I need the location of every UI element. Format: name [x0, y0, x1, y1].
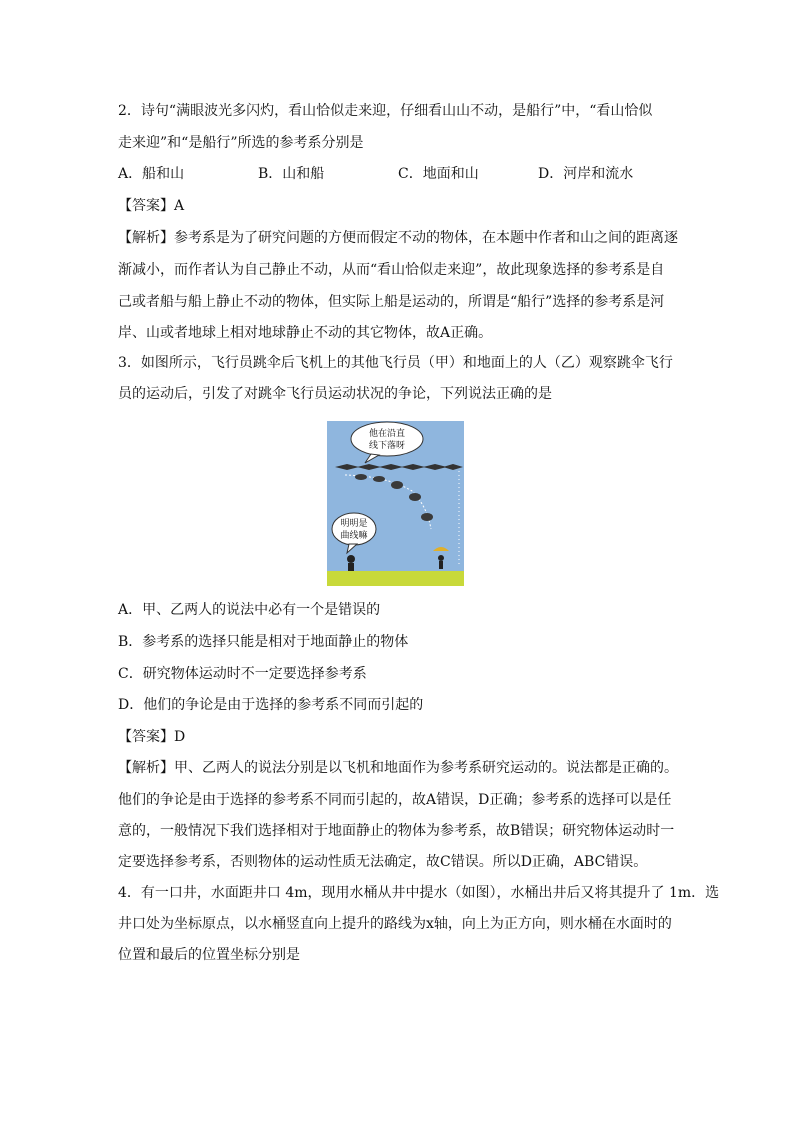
q3-option-c: C．研究物体运动时不一定要选择参考系: [118, 666, 367, 682]
q3-stem-line-1: 3．如图所示，飞行员跳伞后飞机上的其他飞行员（甲）和地面上的人（乙）观察跳伞飞行: [118, 355, 673, 371]
q3-answer: 【答案】D: [118, 729, 186, 745]
q3-figure-parachute: [327, 421, 464, 586]
bubble-bottom-line-2: 曲线嘛: [340, 531, 368, 541]
q2-analysis-line-3: 己或者船与船上静止不动的物体，但实际上船是运动的，所谓是“船行”选择的参考系是河: [118, 294, 665, 310]
q3-analysis-line-2: 他们的争论是由于选择的参考系不同而引起的，故A错误，D正确；参考系的选择可以是任: [118, 792, 672, 808]
q2-option-d: D．河岸和流水: [538, 166, 634, 182]
q3-analysis-line-3: 意的，一般情况下我们选择相对于地面静止的物体为参考系，故B错误；研究物体运动时一: [118, 823, 675, 839]
q3-option-b: B．参考系的选择只能是相对于地面静止的物体: [118, 634, 409, 650]
q3-option-a: A．甲、乙两人的说法中必有一个是错误的: [118, 602, 381, 618]
q4-stem-line-2: 井口处为坐标原点，以水桶竖直向上提升的路线为x轴，向上为正方向，则水桶在水面时的: [118, 916, 672, 932]
q2-analysis-line-2: 渐减小，而作者认为自己静止不动，从而“看山恰似走来迎”，故此现象选择的参考系是自: [118, 262, 665, 278]
q3-analysis-line-4: 定要选择参考系，否则物体的运动性质无法确定，故C错误。所以D正确，ABC错误。: [118, 854, 648, 870]
q2-analysis-line-4: 岸、山或者地球上相对地球静止不动的其它物体，故A正确。: [118, 325, 493, 341]
observer-icon: [347, 555, 355, 571]
bubble-bottom-line-1: 明明是: [340, 519, 368, 529]
q2-option-a: A．船和山: [118, 166, 185, 182]
q2-stem-line-1: 2．诗句“满眼波光多闪灼，看山恰似走来迎，仔细看山山不动，是船行”中，“看山恰似: [118, 103, 653, 119]
q2-option-b: B．山和船: [258, 166, 325, 182]
q3-stem-line-2: 员的运动后，引发了对跳伞飞行员运动状况的争论，下列说法正确的是: [118, 386, 552, 402]
bubble-top-line-2: 线下落呀: [368, 441, 406, 451]
q2-answer: 【答案】A: [118, 198, 185, 214]
bubble-top-line-1: 他在沿直: [368, 429, 406, 439]
q2-stem-line-2: 走来迎”和“是船行”所选的参考系分别是: [118, 135, 364, 151]
ground-strip: [327, 571, 464, 586]
q3-option-d: D．他们的争论是由于选择的参考系不同而引起的: [118, 697, 424, 713]
q2-analysis-line-1: 【解析】参考系是为了研究问题的方便而假定不动的物体，在本题中作者和山之间的距离逐: [118, 230, 678, 246]
q3-analysis-line-1: 【解析】甲、乙两人的说法分别是以飞机和地面作为参考系研究运动的。说法都是正确的。: [118, 760, 678, 776]
q4-stem-line-1: 4．有一口井，水面距井口 4m，现用水桶从井中提水（如图），水桶出井后又将其提升了 1m．选: [118, 885, 720, 901]
q4-stem-line-3: 位置和最后的位置坐标分别是: [118, 947, 300, 963]
q2-option-c: C．地面和山: [398, 166, 479, 182]
